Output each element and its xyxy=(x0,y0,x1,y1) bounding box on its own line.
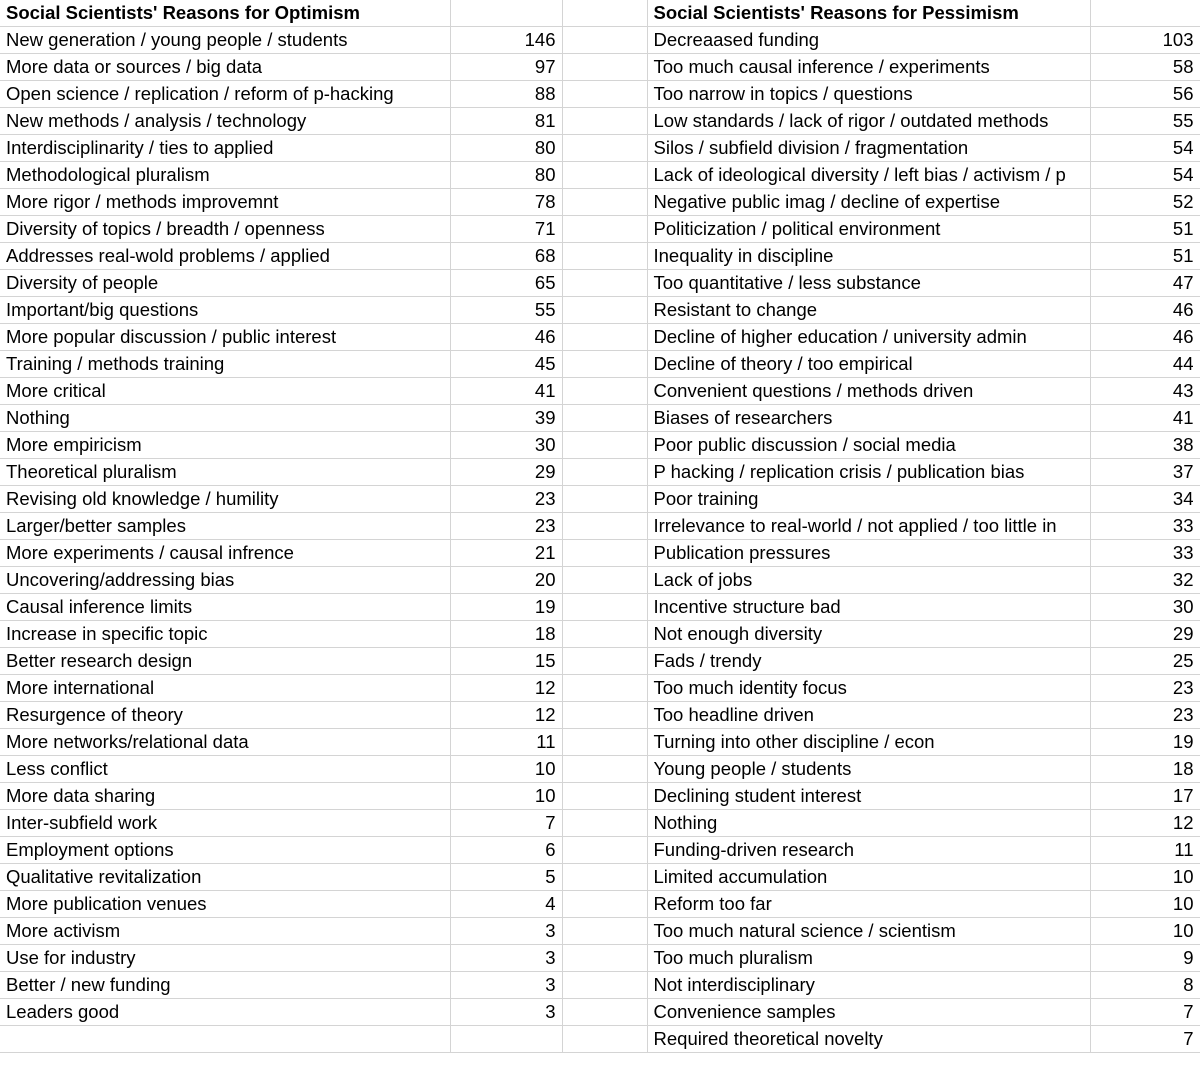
empty-cell[interactable] xyxy=(562,783,647,810)
table-row xyxy=(0,27,1200,54)
table-row xyxy=(0,999,1200,1026)
optimism-reason-cell[interactable]: Employment options xyxy=(0,837,450,864)
pessimism-count-cell[interactable]: 46 xyxy=(1090,324,1200,351)
empty-cell[interactable] xyxy=(562,756,647,783)
optimism-count-cell[interactable]: 45 xyxy=(450,351,562,378)
pessimism-reason-cell[interactable]: Turning into other discipline / econ xyxy=(647,729,1090,756)
optimism-reason-cell[interactable]: Resurgence of theory xyxy=(0,702,450,729)
optimism-count-cell[interactable]: 30 xyxy=(450,432,562,459)
pessimism-reason-cell[interactable]: Fads / trendy xyxy=(647,648,1090,675)
pessimism-count-cell[interactable]: 10 xyxy=(1090,918,1200,945)
empty-cell[interactable] xyxy=(450,0,562,27)
optimism-reason-cell[interactable]: Larger/better samples xyxy=(0,513,450,540)
table-row xyxy=(0,756,1200,783)
pessimism-reason-cell[interactable]: Lack of ideological diversity / left bias / activism / p xyxy=(647,162,1090,189)
optimism-reason-cell[interactable]: Use for industry xyxy=(0,945,450,972)
pessimism-count-cell[interactable]: 33 xyxy=(1090,513,1200,540)
table-row xyxy=(0,162,1200,189)
optimism-count-cell[interactable]: 23 xyxy=(450,513,562,540)
optimism-reason-cell[interactable]: More international xyxy=(0,675,450,702)
table-row xyxy=(0,702,1200,729)
optimism-reason-cell[interactable]: Methodological pluralism xyxy=(0,162,450,189)
table-row xyxy=(0,594,1200,621)
empty-cell[interactable] xyxy=(562,594,647,621)
empty-cell[interactable] xyxy=(562,513,647,540)
pessimism-reason-cell[interactable]: Nothing xyxy=(647,810,1090,837)
pessimism-reason-cell[interactable]: Biases of researchers xyxy=(647,405,1090,432)
empty-cell[interactable] xyxy=(562,486,647,513)
empty-cell[interactable] xyxy=(562,702,647,729)
empty-cell[interactable] xyxy=(562,459,647,486)
pessimism-reason-cell[interactable]: Declining student interest xyxy=(647,783,1090,810)
pessimism-count-cell[interactable]: 54 xyxy=(1090,135,1200,162)
pessimism-reason-cell[interactable]: Young people / students xyxy=(647,756,1090,783)
pessimism-reason-cell[interactable]: Too much causal inference / experiments xyxy=(647,54,1090,81)
empty-cell[interactable] xyxy=(562,270,647,297)
table-row xyxy=(0,729,1200,756)
table-row xyxy=(0,810,1200,837)
empty-cell[interactable] xyxy=(1090,0,1200,27)
table-row xyxy=(0,621,1200,648)
optimism-reason-cell[interactable]: Uncovering/addressing bias xyxy=(0,567,450,594)
optimism-count-cell[interactable]: 12 xyxy=(450,702,562,729)
optimism-header-cell[interactable]: Social Scientists' Reasons for Optimism xyxy=(0,0,450,27)
optimism-reason-cell[interactable]: Diversity of people xyxy=(0,270,450,297)
optimism-count-cell[interactable]: 68 xyxy=(450,243,562,270)
pessimism-reason-cell[interactable]: Decline of higher education / university admin xyxy=(647,324,1090,351)
empty-cell[interactable] xyxy=(562,1026,647,1053)
optimism-count-cell[interactable]: 10 xyxy=(450,783,562,810)
optimism-count-cell[interactable]: 55 xyxy=(450,297,562,324)
pessimism-count-cell[interactable]: 29 xyxy=(1090,621,1200,648)
optimism-count-cell[interactable]: 7 xyxy=(450,810,562,837)
empty-cell[interactable] xyxy=(562,54,647,81)
pessimism-reason-cell[interactable]: Low standards / lack of rigor / outdated methods xyxy=(647,108,1090,135)
empty-cell[interactable] xyxy=(562,675,647,702)
table-row xyxy=(0,1026,1200,1053)
optimism-reason-cell[interactable]: Open science / replication / reform of p-hacking xyxy=(0,81,450,108)
optimism-count-cell[interactable]: 71 xyxy=(450,216,562,243)
pessimism-count-cell[interactable]: 54 xyxy=(1090,162,1200,189)
optimism-count-cell[interactable]: 29 xyxy=(450,459,562,486)
pessimism-count-cell[interactable]: 103 xyxy=(1090,27,1200,54)
pessimism-count-cell[interactable]: 7 xyxy=(1090,999,1200,1026)
empty-cell[interactable] xyxy=(562,621,647,648)
pessimism-count-cell[interactable]: 23 xyxy=(1090,675,1200,702)
optimism-count-cell[interactable]: 5 xyxy=(450,864,562,891)
optimism-count-cell[interactable]: 3 xyxy=(450,999,562,1026)
pessimism-reason-cell[interactable]: P hacking / replication crisis / publication bias xyxy=(647,459,1090,486)
table-row xyxy=(0,675,1200,702)
optimism-count-cell[interactable]: 65 xyxy=(450,270,562,297)
table-row xyxy=(0,972,1200,999)
optimism-count-cell[interactable]: 15 xyxy=(450,648,562,675)
pessimism-count-cell[interactable]: 30 xyxy=(1090,594,1200,621)
table-row xyxy=(0,945,1200,972)
optimism-reason-cell[interactable]: Less conflict xyxy=(0,756,450,783)
optimism-count-cell[interactable]: 3 xyxy=(450,918,562,945)
optimism-reason-cell[interactable]: Inter-subfield work xyxy=(0,810,450,837)
optimism-reason-cell[interactable]: Training / methods training xyxy=(0,351,450,378)
empty-cell[interactable] xyxy=(562,837,647,864)
empty-cell[interactable] xyxy=(562,729,647,756)
pessimism-reason-cell[interactable]: Irrelevance to real-world / not applied / too little in xyxy=(647,513,1090,540)
empty-cell[interactable] xyxy=(562,324,647,351)
pessimism-reason-cell[interactable]: Politicization / political environment xyxy=(647,216,1090,243)
optimism-reason-cell[interactable]: Qualitative revitalization xyxy=(0,864,450,891)
pessimism-count-cell[interactable]: 33 xyxy=(1090,540,1200,567)
empty-cell[interactable] xyxy=(562,567,647,594)
pessimism-count-cell[interactable]: 37 xyxy=(1090,459,1200,486)
optimism-reason-cell[interactable]: Theoretical pluralism xyxy=(0,459,450,486)
optimism-count-cell[interactable]: 10 xyxy=(450,756,562,783)
optimism-count-cell[interactable]: 80 xyxy=(450,162,562,189)
pessimism-count-cell[interactable]: 32 xyxy=(1090,567,1200,594)
optimism-count-cell[interactable]: 11 xyxy=(450,729,562,756)
pessimism-reason-cell[interactable]: Not interdisciplinary xyxy=(647,972,1090,999)
table-row xyxy=(0,918,1200,945)
pessimism-count-cell[interactable]: 9 xyxy=(1090,945,1200,972)
table-row xyxy=(0,891,1200,918)
optimism-reason-cell[interactable] xyxy=(0,1026,450,1053)
optimism-reason-cell[interactable]: New methods / analysis / technology xyxy=(0,108,450,135)
pessimism-count-cell[interactable]: 51 xyxy=(1090,216,1200,243)
empty-cell[interactable] xyxy=(562,918,647,945)
pessimism-count-cell[interactable]: 47 xyxy=(1090,270,1200,297)
optimism-count-cell[interactable]: 80 xyxy=(450,135,562,162)
pessimism-reason-cell[interactable]: Negative public imag / decline of expertise xyxy=(647,189,1090,216)
optimism-reason-cell[interactable]: Causal inference limits xyxy=(0,594,450,621)
pessimism-reason-cell[interactable]: Poor public discussion / social media xyxy=(647,432,1090,459)
table-row xyxy=(0,567,1200,594)
optimism-reason-cell[interactable]: Leaders good xyxy=(0,999,450,1026)
empty-cell[interactable] xyxy=(562,972,647,999)
optimism-reason-cell[interactable]: More networks/relational data xyxy=(0,729,450,756)
pessimism-reason-cell[interactable]: Publication pressures xyxy=(647,540,1090,567)
empty-cell[interactable] xyxy=(562,216,647,243)
optimism-count-cell[interactable]: 39 xyxy=(450,405,562,432)
optimism-reason-cell[interactable]: More publication venues xyxy=(0,891,450,918)
optimism-reason-cell[interactable]: Interdisciplinarity / ties to applied xyxy=(0,135,450,162)
optimism-count-cell[interactable]: 81 xyxy=(450,108,562,135)
empty-cell[interactable] xyxy=(562,864,647,891)
table-row xyxy=(0,54,1200,81)
empty-cell[interactable] xyxy=(562,189,647,216)
optimism-reason-cell[interactable]: More activism xyxy=(0,918,450,945)
optimism-count-cell[interactable]: 88 xyxy=(450,81,562,108)
empty-cell[interactable] xyxy=(562,648,647,675)
empty-cell[interactable] xyxy=(562,891,647,918)
header-row xyxy=(0,0,1200,27)
optimism-count-cell[interactable]: 97 xyxy=(450,54,562,81)
pessimism-count-cell[interactable]: 58 xyxy=(1090,54,1200,81)
table-row xyxy=(0,324,1200,351)
pessimism-reason-cell[interactable]: Too narrow in topics / questions xyxy=(647,81,1090,108)
pessimism-reason-cell[interactable]: Required theoretical novelty xyxy=(647,1026,1090,1053)
optimism-reason-cell[interactable]: Important/big questions xyxy=(0,297,450,324)
optimism-count-cell[interactable]: 23 xyxy=(450,486,562,513)
optimism-reason-cell[interactable]: More rigor / methods improvemnt xyxy=(0,189,450,216)
pessimism-reason-cell[interactable]: Funding-driven research xyxy=(647,837,1090,864)
optimism-reason-cell[interactable]: More data sharing xyxy=(0,783,450,810)
optimism-reason-cell[interactable]: Better research design xyxy=(0,648,450,675)
pessimism-reason-cell[interactable]: Too quantitative / less substance xyxy=(647,270,1090,297)
table-row xyxy=(0,243,1200,270)
pessimism-count-cell[interactable]: 17 xyxy=(1090,783,1200,810)
pessimism-reason-cell[interactable]: Incentive structure bad xyxy=(647,594,1090,621)
optimism-count-cell[interactable] xyxy=(450,1026,562,1053)
table-row xyxy=(0,216,1200,243)
table-row xyxy=(0,405,1200,432)
pessimism-reason-cell[interactable]: Decline of theory / too empirical xyxy=(647,351,1090,378)
empty-cell[interactable] xyxy=(562,432,647,459)
empty-cell[interactable] xyxy=(562,135,647,162)
optimism-reason-cell[interactable]: More data or sources / big data xyxy=(0,54,450,81)
empty-cell[interactable] xyxy=(562,540,647,567)
optimism-reason-cell[interactable]: More experiments / causal infrence xyxy=(0,540,450,567)
optimism-reason-cell[interactable]: Better / new funding xyxy=(0,972,450,999)
empty-cell[interactable] xyxy=(562,81,647,108)
optimism-count-cell[interactable]: 6 xyxy=(450,837,562,864)
pessimism-count-cell[interactable]: 11 xyxy=(1090,837,1200,864)
pessimism-count-cell[interactable]: 52 xyxy=(1090,189,1200,216)
empty-cell[interactable] xyxy=(562,378,647,405)
optimism-count-cell[interactable]: 21 xyxy=(450,540,562,567)
empty-cell[interactable] xyxy=(562,27,647,54)
pessimism-reason-cell[interactable]: Lack of jobs xyxy=(647,567,1090,594)
pessimism-count-cell[interactable]: 55 xyxy=(1090,108,1200,135)
pessimism-reason-cell[interactable]: Reform too far xyxy=(647,891,1090,918)
pessimism-count-cell[interactable]: 12 xyxy=(1090,810,1200,837)
table-row xyxy=(0,297,1200,324)
pessimism-reason-cell[interactable]: Too headline driven xyxy=(647,702,1090,729)
empty-cell[interactable] xyxy=(562,351,647,378)
optimism-count-cell[interactable]: 4 xyxy=(450,891,562,918)
optimism-reason-cell[interactable]: More popular discussion / public interest xyxy=(0,324,450,351)
pessimism-reason-cell[interactable]: Poor training xyxy=(647,486,1090,513)
optimism-reason-cell[interactable]: Revising old knowledge / humility xyxy=(0,486,450,513)
empty-cell[interactable] xyxy=(562,297,647,324)
table-row xyxy=(0,351,1200,378)
pessimism-count-cell[interactable]: 8 xyxy=(1090,972,1200,999)
pessimism-reason-cell[interactable]: Resistant to change xyxy=(647,297,1090,324)
pessimism-count-cell[interactable]: 46 xyxy=(1090,297,1200,324)
table-row xyxy=(0,837,1200,864)
table-row xyxy=(0,648,1200,675)
pessimism-count-cell[interactable]: 23 xyxy=(1090,702,1200,729)
pessimism-count-cell[interactable]: 51 xyxy=(1090,243,1200,270)
pessimism-count-cell[interactable]: 56 xyxy=(1090,81,1200,108)
optimism-count-cell[interactable]: 3 xyxy=(450,972,562,999)
optimism-count-cell[interactable]: 41 xyxy=(450,378,562,405)
table-row xyxy=(0,81,1200,108)
pessimism-count-cell[interactable]: 44 xyxy=(1090,351,1200,378)
optimism-reason-cell[interactable]: New generation / young people / students xyxy=(0,27,450,54)
table-row xyxy=(0,459,1200,486)
table-row xyxy=(0,513,1200,540)
table-row xyxy=(0,486,1200,513)
optimism-count-cell[interactable]: 146 xyxy=(450,27,562,54)
empty-cell[interactable] xyxy=(562,243,647,270)
empty-cell[interactable] xyxy=(562,810,647,837)
optimism-reason-cell[interactable]: Increase in specific topic xyxy=(0,621,450,648)
optimism-count-cell[interactable]: 3 xyxy=(450,945,562,972)
optimism-reason-cell[interactable]: Addresses real-wold problems / applied xyxy=(0,243,450,270)
pessimism-reason-cell[interactable]: Convenience samples xyxy=(647,999,1090,1026)
pessimism-reason-cell[interactable]: Too much natural science / scientism xyxy=(647,918,1090,945)
empty-cell[interactable] xyxy=(562,999,647,1026)
pessimism-count-cell[interactable]: 43 xyxy=(1090,378,1200,405)
optimism-reason-cell[interactable]: Diversity of topics / breadth / openness xyxy=(0,216,450,243)
empty-cell[interactable] xyxy=(562,405,647,432)
table-row xyxy=(0,135,1200,162)
pessimism-count-cell[interactable]: 41 xyxy=(1090,405,1200,432)
empty-cell[interactable] xyxy=(562,945,647,972)
pessimism-count-cell[interactable]: 25 xyxy=(1090,648,1200,675)
table-row xyxy=(0,540,1200,567)
pessimism-count-cell[interactable]: 18 xyxy=(1090,756,1200,783)
table-row xyxy=(0,378,1200,405)
optimism-count-cell[interactable]: 19 xyxy=(450,594,562,621)
table-row xyxy=(0,783,1200,810)
optimism-count-cell[interactable]: 46 xyxy=(450,324,562,351)
pessimism-count-cell[interactable]: 38 xyxy=(1090,432,1200,459)
pessimism-count-cell[interactable]: 7 xyxy=(1090,1026,1200,1053)
pessimism-reason-cell[interactable]: Too much identity focus xyxy=(647,675,1090,702)
pessimism-header-cell[interactable]: Social Scientists' Reasons for Pessimism xyxy=(647,0,1090,27)
pessimism-reason-cell[interactable]: Not enough diversity xyxy=(647,621,1090,648)
optimism-reason-cell[interactable]: Nothing xyxy=(0,405,450,432)
pessimism-reason-cell[interactable]: Too much pluralism xyxy=(647,945,1090,972)
pessimism-reason-cell[interactable]: Inequality in discipline xyxy=(647,243,1090,270)
empty-cell[interactable] xyxy=(562,0,647,27)
optimism-count-cell[interactable]: 78 xyxy=(450,189,562,216)
table-row xyxy=(0,864,1200,891)
table-row xyxy=(0,270,1200,297)
optimism-count-cell[interactable]: 20 xyxy=(450,567,562,594)
pessimism-reason-cell[interactable]: Silos / subfield division / fragmentation xyxy=(647,135,1090,162)
pessimism-reason-cell[interactable]: Convenient questions / methods driven xyxy=(647,378,1090,405)
pessimism-count-cell[interactable]: 10 xyxy=(1090,864,1200,891)
pessimism-count-cell[interactable]: 34 xyxy=(1090,486,1200,513)
table-row xyxy=(0,189,1200,216)
table-row xyxy=(0,432,1200,459)
optimism-reason-cell[interactable]: More critical xyxy=(0,378,450,405)
optimism-count-cell[interactable]: 18 xyxy=(450,621,562,648)
optimism-count-cell[interactable]: 12 xyxy=(450,675,562,702)
table-row xyxy=(0,108,1200,135)
pessimism-reason-cell[interactable]: Limited accumulation xyxy=(647,864,1090,891)
empty-cell[interactable] xyxy=(562,162,647,189)
pessimism-count-cell[interactable]: 10 xyxy=(1090,891,1200,918)
pessimism-count-cell[interactable]: 19 xyxy=(1090,729,1200,756)
pessimism-reason-cell[interactable]: Decreaased funding xyxy=(647,27,1090,54)
optimism-reason-cell[interactable]: More empiricism xyxy=(0,432,450,459)
empty-cell[interactable] xyxy=(562,108,647,135)
